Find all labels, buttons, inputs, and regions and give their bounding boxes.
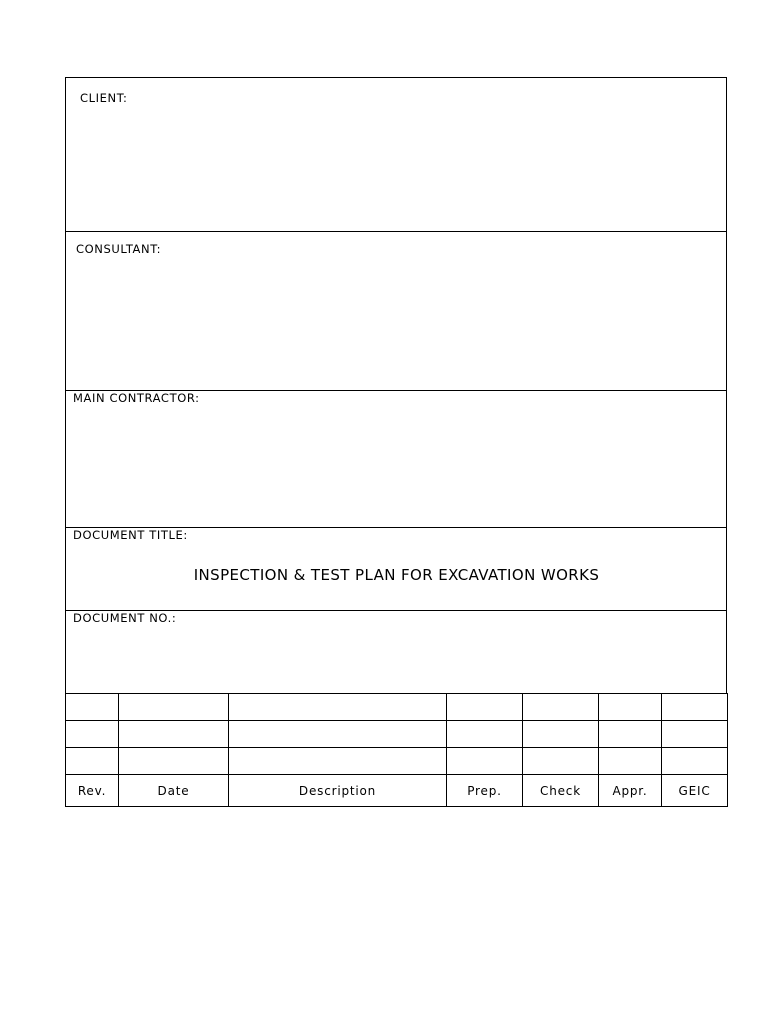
rev-cell	[66, 748, 119, 775]
document-title-section	[65, 527, 727, 610]
date-cell	[119, 721, 229, 748]
appr-cell	[599, 748, 662, 775]
main-contractor-section	[65, 390, 727, 527]
header-date: Date	[119, 775, 229, 807]
header-geic: GEIC	[662, 775, 728, 807]
check-cell	[523, 694, 599, 721]
prep-cell	[447, 748, 523, 775]
main-contractor-label: MAIN CONTRACTOR:	[73, 391, 200, 405]
description-cell	[229, 694, 447, 721]
revision-header-row	[66, 775, 728, 807]
document-number-label: DOCUMENT NO.:	[73, 611, 177, 625]
date-cell	[119, 694, 229, 721]
description-cell	[229, 721, 447, 748]
revision-table	[65, 693, 728, 807]
client-section	[65, 77, 727, 231]
appr-cell	[599, 694, 662, 721]
prep-cell	[447, 694, 523, 721]
document-title: INSPECTION & TEST PLAN FOR EXCAVATION WORKS	[193, 566, 600, 584]
check-cell	[523, 721, 599, 748]
document-title-label: DOCUMENT TITLE:	[73, 528, 188, 542]
table-row	[66, 721, 728, 748]
header-description: Description	[229, 775, 447, 807]
geic-cell	[662, 694, 728, 721]
rev-cell	[66, 694, 119, 721]
header-rev: Rev.	[66, 775, 119, 807]
description-cell	[229, 748, 447, 775]
appr-cell	[599, 721, 662, 748]
header-prep: Prep.	[447, 775, 523, 807]
geic-cell	[662, 721, 728, 748]
document-cover-sheet	[65, 77, 727, 807]
document-number-section	[65, 610, 727, 693]
header-check: Check	[523, 775, 599, 807]
header-appr: Appr.	[599, 775, 662, 807]
client-label: CLIENT:	[80, 91, 128, 105]
date-cell	[119, 748, 229, 775]
consultant-label: CONSULTANT:	[76, 242, 162, 256]
check-cell	[523, 748, 599, 775]
geic-cell	[662, 748, 728, 775]
table-row	[66, 748, 728, 775]
table-row	[66, 694, 728, 721]
prep-cell	[447, 721, 523, 748]
consultant-section	[65, 231, 727, 390]
rev-cell	[66, 721, 119, 748]
